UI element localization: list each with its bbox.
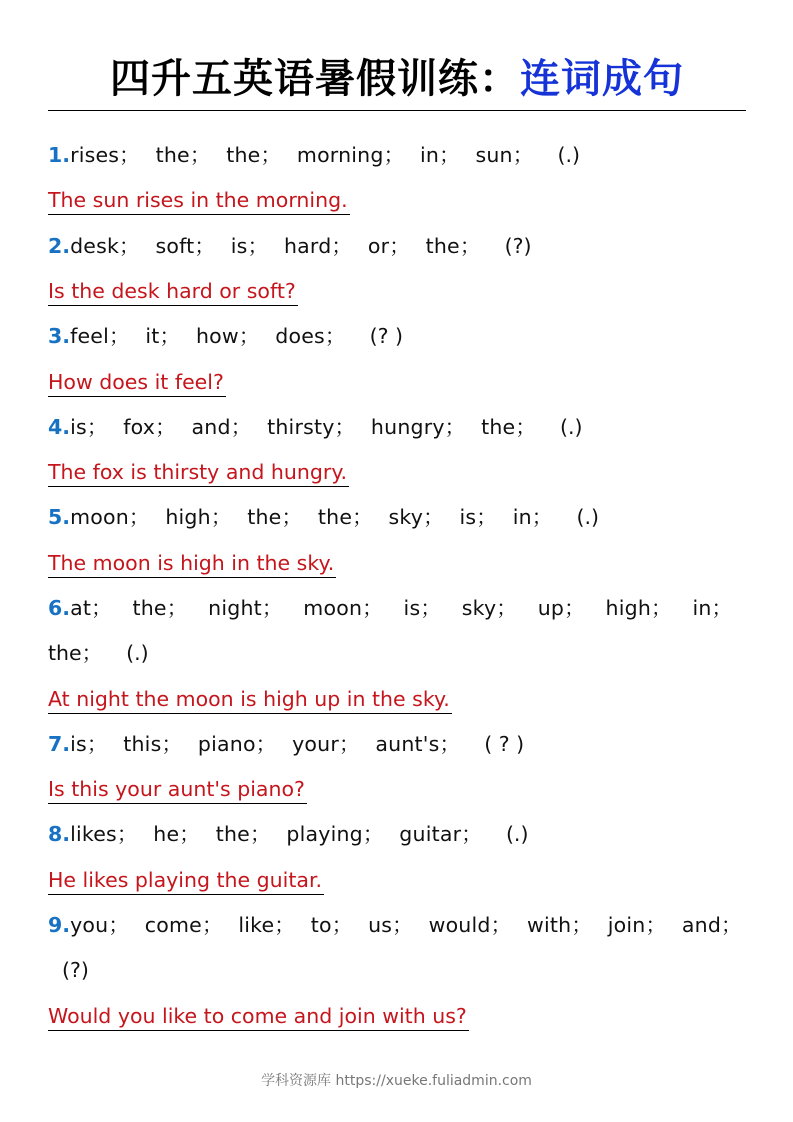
title-accent: 连词成句 — [520, 56, 684, 102]
answer-1 — [48, 178, 738, 223]
question-9 — [48, 903, 742, 948]
end-punctuation: (? ) — [369, 324, 404, 349]
question-5 — [48, 495, 738, 540]
footer-source: 学科资源库 https://xueke.fuliadmin.com — [261, 1073, 532, 1089]
title-divider — [48, 110, 746, 111]
answer-7 — [48, 767, 738, 812]
question-number: 4. — [48, 414, 71, 439]
question-number: 9. — [48, 913, 71, 938]
scrambled-words: you； come； like； to； us； would； with； join； and； — [70, 913, 742, 938]
end-punctuation: (.) — [557, 143, 580, 167]
answer-5 — [48, 541, 738, 586]
question-number: 3. — [48, 324, 71, 349]
question-7 — [48, 722, 738, 767]
page-title — [48, 50, 746, 108]
scrambled-words: desk； soft； is； hard； or； the； — [70, 233, 481, 258]
scrambled-words: is； this； piano； your； aunt's； — [70, 731, 461, 756]
answer-text: How does it feel? — [48, 368, 226, 397]
end-punctuation: ( ? ) — [484, 731, 525, 756]
scrambled-words: is； fox； and； thirsty； hungry； the； — [70, 414, 537, 439]
answer-9 — [48, 994, 738, 1039]
title-main: 四升五英语暑假训练： — [110, 56, 520, 102]
question-6 — [48, 586, 738, 631]
question-number: 8. — [48, 822, 71, 847]
end-punctuation: (.) — [126, 641, 149, 666]
answer-3 — [48, 359, 738, 404]
scrambled-words: rises； the； the； morning； in； sun； — [70, 143, 534, 167]
answer-8 — [48, 858, 738, 903]
question-8 — [48, 812, 738, 857]
answer-text: The sun rises in the morning. — [48, 186, 350, 215]
exercise-list — [48, 133, 742, 1039]
question-4 — [48, 405, 738, 450]
answer-text: Is this your aunt's piano? — [48, 775, 307, 804]
answer-text: Is the desk hard or soft? — [48, 277, 298, 306]
end-punctuation: (?) — [504, 233, 532, 258]
question-6-continued — [48, 631, 738, 676]
answer-text: The moon is high in the sky. — [48, 549, 336, 578]
answer-2 — [48, 269, 738, 314]
answer-text: Would you like to come and join with us? — [48, 1002, 469, 1031]
question-2 — [48, 224, 738, 269]
answer-text: He likes playing the guitar. — [48, 866, 324, 895]
question-1 — [48, 133, 738, 178]
question-3 — [48, 314, 738, 359]
scrambled-words: feel； it； how； does； — [70, 324, 346, 349]
scrambled-words: likes； he； the； playing； guitar； — [70, 822, 482, 847]
answer-4 — [48, 450, 738, 495]
end-punctuation: (.) — [505, 822, 529, 847]
end-punctuation: (.) — [576, 505, 600, 530]
answer-text: At night the moon is high up in the sky. — [48, 685, 452, 714]
scrambled-words: moon； high； the； the； sky； is； in； — [70, 505, 553, 530]
question-number: 1. — [48, 143, 71, 167]
question-9-continued — [48, 948, 738, 993]
question-number: 2. — [48, 233, 71, 258]
question-number: 6. — [48, 595, 71, 620]
end-punctuation: (?) — [62, 958, 89, 983]
answer-text: The fox is thirsty and hungry. — [48, 458, 349, 487]
question-number: 5. — [48, 505, 71, 530]
scrambled-words: at； the； night； moon； is； sky； up； high； in； — [70, 595, 733, 620]
end-punctuation: (.) — [560, 414, 583, 439]
scrambled-words-continued: the； — [48, 641, 103, 666]
question-number: 7. — [48, 731, 71, 756]
answer-6 — [48, 677, 738, 722]
